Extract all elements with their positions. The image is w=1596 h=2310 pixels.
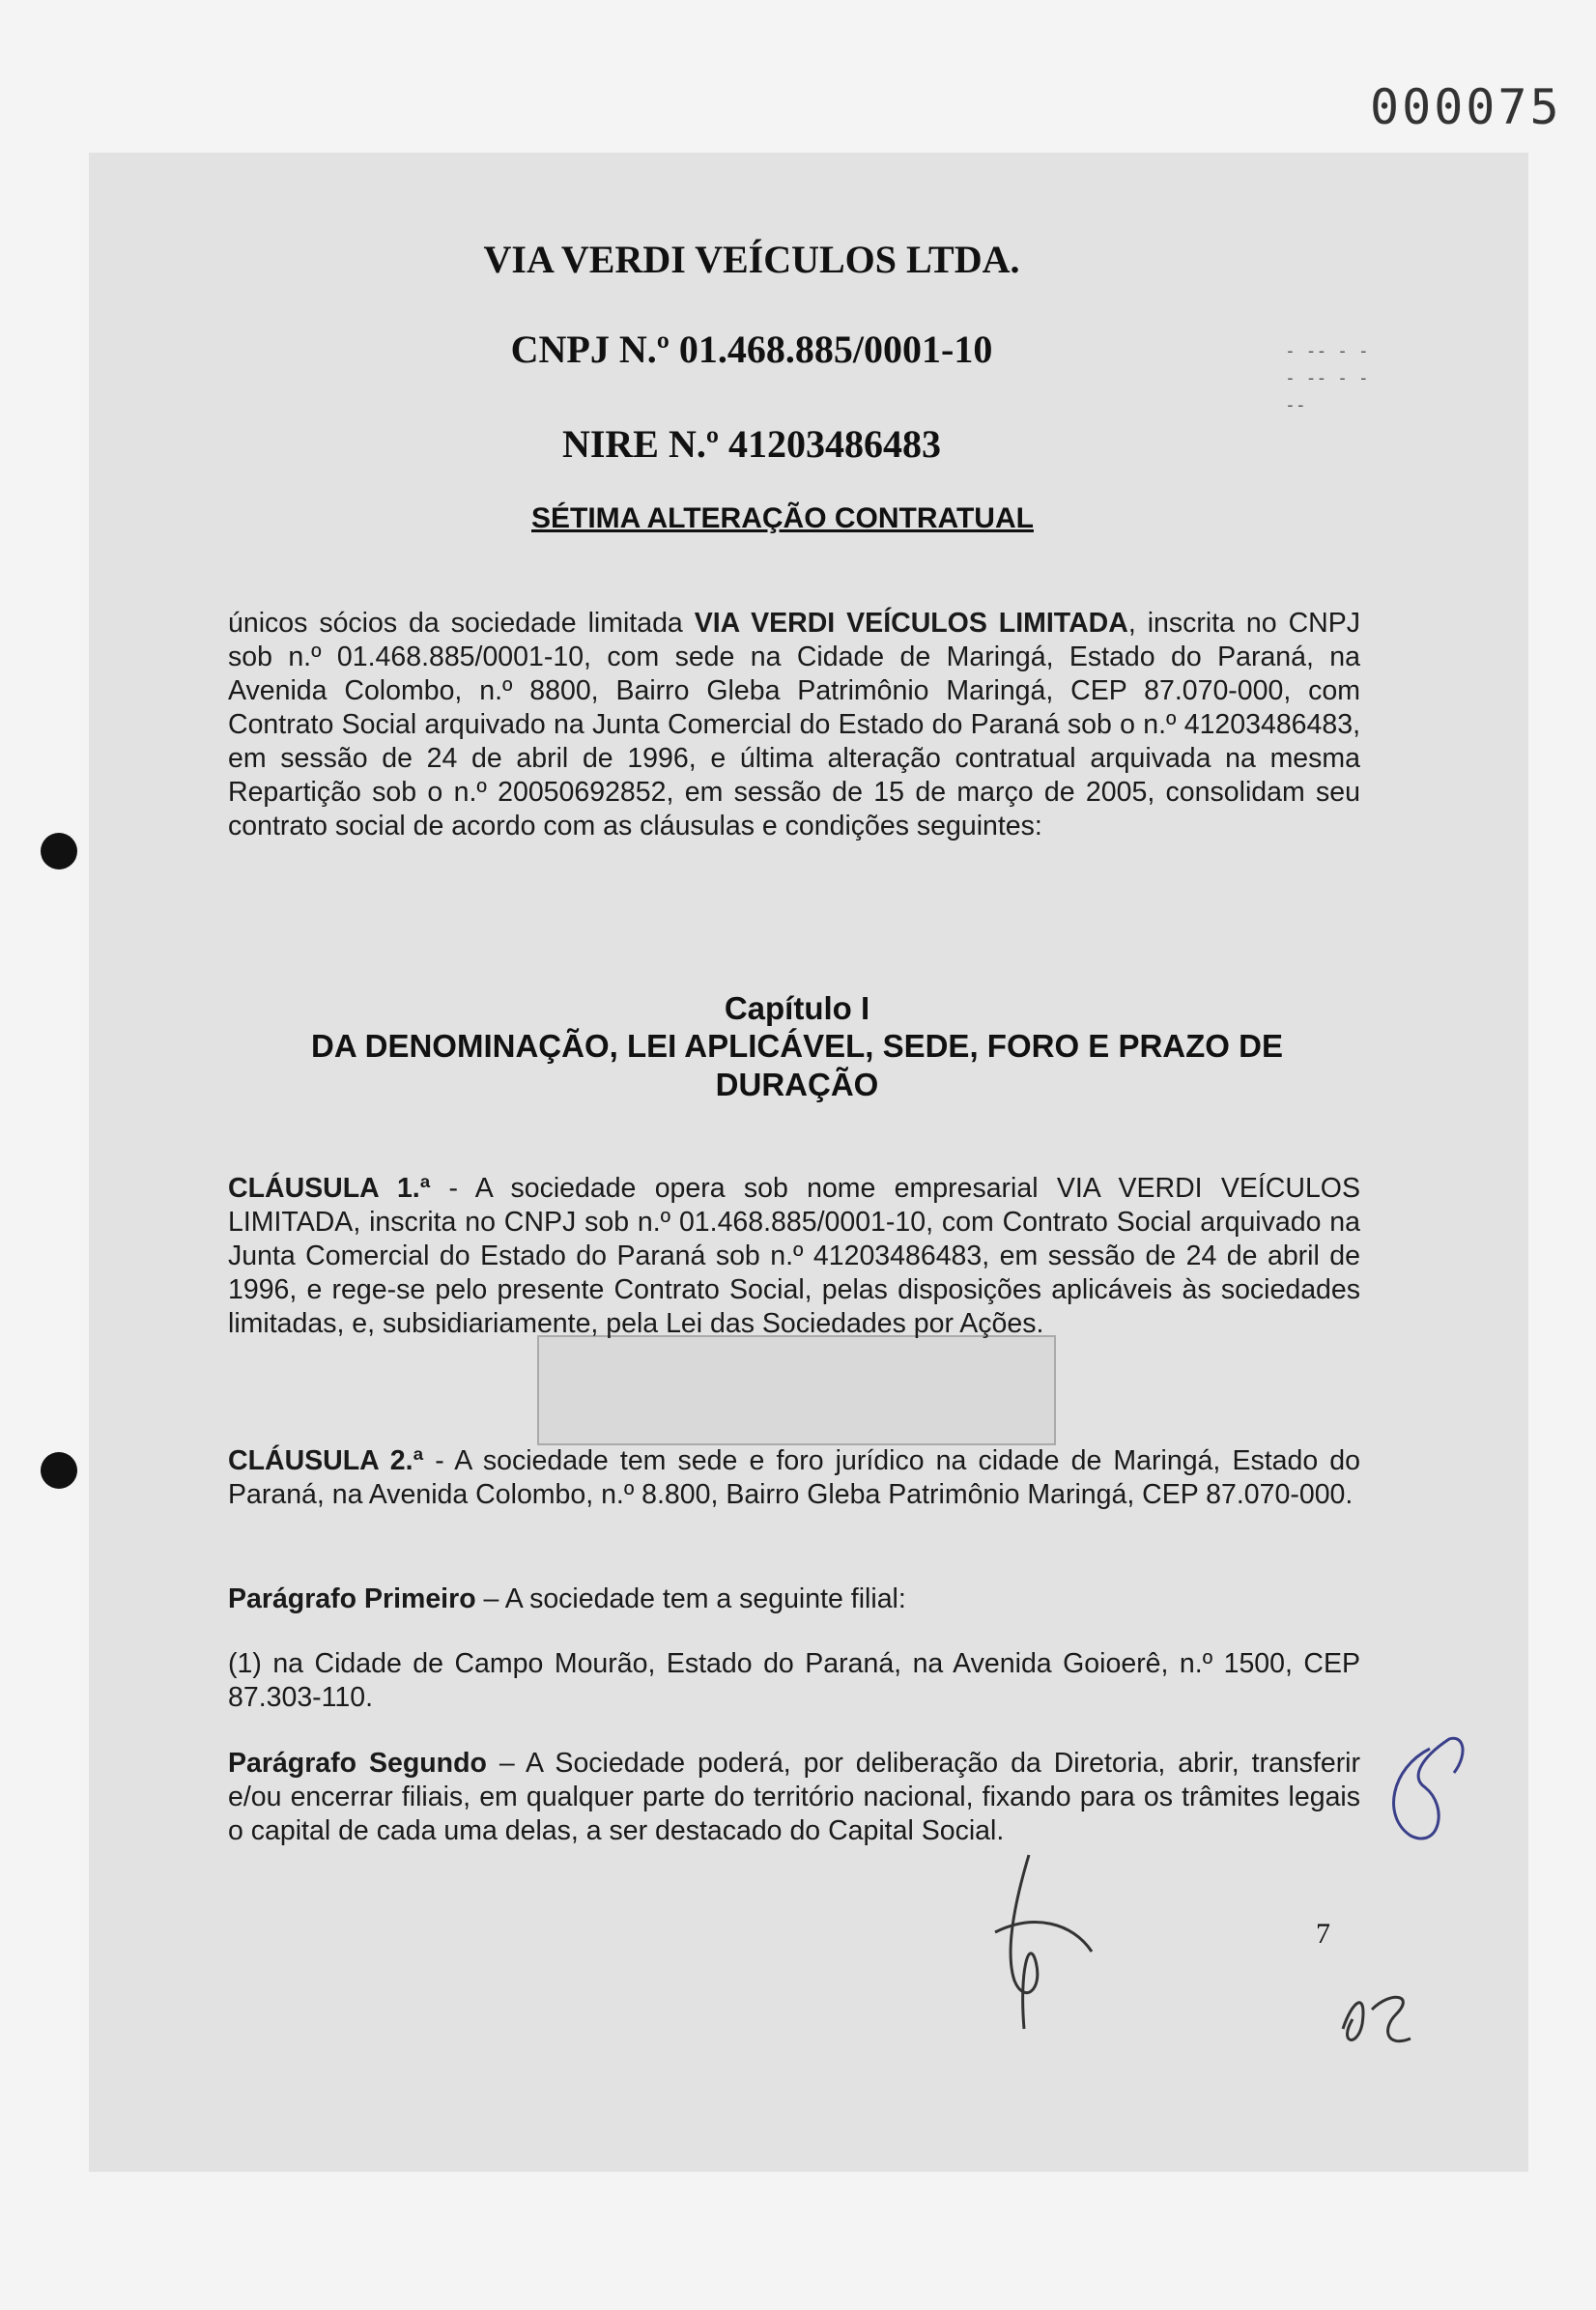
punch-hole-icon	[41, 1452, 77, 1489]
nire-line: NIRE N.º 41203486483	[561, 422, 942, 466]
intro-rest: , inscrita no CNPJ sob n.º 01.468.885/0001-10, com sede na Cidade de Maringá, Estado do Paraná, na Avenida Colombo, n.º 8800, Bairro Gleba Patrimônio Maringá, CEP 87.070-000, com Contrato Social arquivado na Junta Comercial do Estado do Paraná sob o n.º 41203486483, em sessão de 24 de abril de 1996, e última alteração contratual arquivada na mesma Repartição sob o n.º 20050692852, em sessão de 15 de março de 2005, consolidam seu contrato social de acordo com as cláusulas e condições seguintes:	[228, 608, 1360, 841]
chapter-title: DA DENOMINAÇÃO, LEI APLICÁVEL, SEDE, FORO E PRAZO DE DURAÇÃO	[311, 1028, 1283, 1102]
clause-2-label: CLÁUSULA 2.ª	[228, 1445, 424, 1476]
clause-1-text: - A sociedade opera sob nome empresarial VIA VERDI VEÍCULOS LIMITADA, inscrita no CNPJ sob n.º 01.468.885/0001-10, com Contrato Social arquivado na Junta Comercial do Estado do Paraná sob n.º 41203486483, em sessão de 24 de abril de 1996, e rege-se pelo presente Contrato Social, pelas disposições aplicáveis às sociedades limitadas, e, subsidiariamente, pela Lei das Sociedades por Ações.	[228, 1173, 1360, 1339]
alteration-title: SÉTIMA ALTERAÇÃO CONTRATUAL	[531, 502, 1034, 534]
paragraph-second-label: Parágrafo Segundo	[228, 1748, 487, 1779]
paragraph-first-text: – A sociedade tem a seguinte filial:	[475, 1583, 906, 1614]
paragraph-first	[228, 1583, 1360, 1616]
paragraph-second	[228, 1747, 1360, 1848]
intro-lead: únicos sócios da sociedade limitada	[228, 608, 695, 639]
signature-icon	[1372, 1729, 1478, 1855]
registration-stamp	[537, 1335, 1056, 1445]
clause-2-text: - A sociedade tem sede e foro jurídico na cidade de Maringá, Estado do Paraná, na Avenida Colombo, n.º 8.800, Bairro Gleba Patrimônio Maringá, CEP 87.070-000.	[228, 1445, 1360, 1510]
page-stamp-number: 000075	[1370, 79, 1562, 135]
clause-1-label: CLÁUSULA 1.ª	[228, 1173, 431, 1204]
cnpj-line: CNPJ N.º 01.468.885/0001-10	[510, 328, 993, 371]
filial-item: (1) na Cidade de Campo Mourão, Estado do Paraná, na Avenida Goioerê, n.º 1500, CEP 87.303-110.	[228, 1648, 1360, 1713]
signature-icon	[976, 1845, 1101, 2039]
paragraph-first-label: Parágrafo Primeiro	[228, 1583, 476, 1614]
page-footer-number: 7	[1316, 1918, 1330, 1950]
paragraph-second-text: – A Sociedade poderá, por deliberação da Diretoria, abrir, transferir e/ou encerrar filiais, em qualquer parte do território nacional, fixando para os trâmites legais o capital de cada uma delas, a ser destacado do Capital Social.	[228, 1748, 1361, 1846]
signature-icon	[1324, 1971, 1430, 2068]
margin-initials: - -- - -- -- - - --	[1285, 341, 1369, 415]
company-name: VIA VERDI VEÍCULOS LTDA.	[483, 238, 1020, 281]
intro-paragraph	[228, 607, 1360, 843]
clause-2	[228, 1444, 1360, 1512]
punch-hole-icon	[41, 833, 77, 870]
intro-company: VIA VERDI VEÍCULOS LIMITADA	[694, 608, 1128, 639]
clause-1	[228, 1172, 1360, 1341]
chapter-number: Capítulo I	[724, 990, 870, 1026]
